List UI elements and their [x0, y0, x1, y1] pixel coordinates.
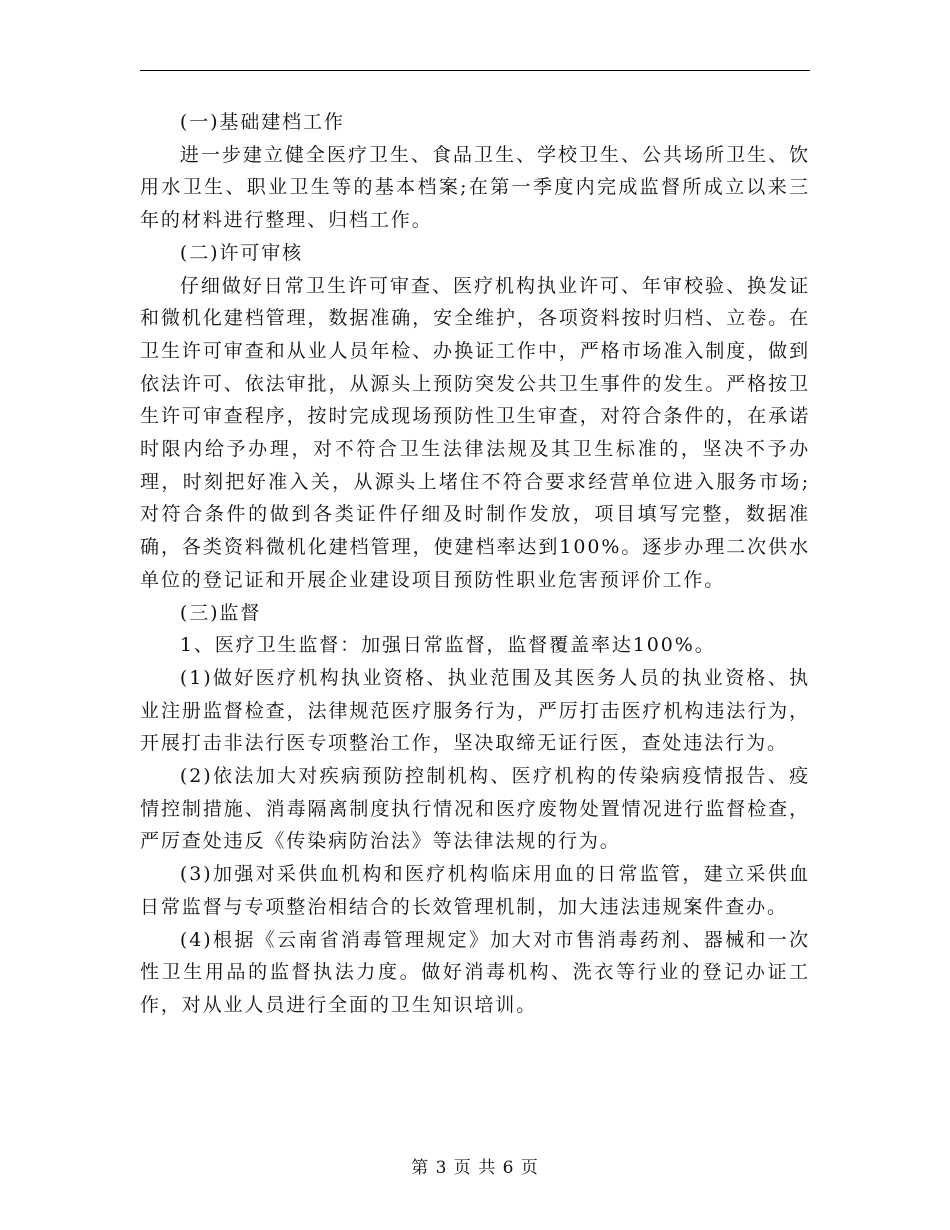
paragraph-item-2: (2)依法加大对疾病预防控制机构、医疗机构的传染病疫情报告、疫情控制措施、消毒隔离制度执行情况和医疗废物处置情况进行监督检查，严厉查处违反《传染病防治法》等法律法规的行为。 [140, 765, 810, 853]
paragraph-item-3: (3)加强对采供血机构和医疗机构临床用血的日常监管，建立采供血日常监督与专项整治相结合的长效管理机制，加大违法违规案件查办。 [140, 863, 810, 918]
paragraph-medical-supervision: 1、医疗卫生监督：加强日常监督，监督覆盖率达100%。 [179, 634, 716, 657]
document-body [140, 106, 810, 1022]
section-heading-supervision: (三)监督 [179, 601, 262, 624]
paragraph-item-1: (1)做好医疗机构执业资格、执业范围及其医务人员的执业资格、执业注册监督检查，法律规范医疗服务行为，严厉打击医疗机构违法行为，开展打击非法行医专项整治工作，坚决取缔无证行医，查处违法行为。 [140, 666, 810, 755]
paragraph-item-4: (4)根据《云南省消毒管理规定》加大对市售消毒药剂、器械和一次性卫生用品的监督执法力度。做好消毒机构、洗衣等行业的登记办证工作，对从业人员进行全面的卫生知识培训。 [140, 928, 810, 1016]
section-heading-archiving: (一)基础建档工作 [179, 111, 345, 133]
page-number: 第 3 页 共 6 页 [411, 1158, 539, 1178]
paragraph-archiving: 进一步建立健全医疗卫生、食品卫生、学校卫生、公共场所卫生、饮用水卫生、职业卫生等的基本档案;在第一季度内完成监督所成立以来三年的材料进行整理、归档工作。 [140, 143, 810, 232]
header-rule [140, 70, 810, 71]
section-heading-licensing: (二)许可审核 [179, 241, 304, 264]
paragraph-licensing: 仔细做好日常卫生许可审查、医疗机构执业许可、年审校验、换发证和微机化建档管理，数据准确，安全维护，各项资料按时归档、立卷。在卫生许可审查和从业人员年检、办换证工作中，严格市场准入制度，做到依法许可、依法审批，从源头上预防突发公共卫生事件的发生。严格按卫生许可审查程序，按时完成现场预防性卫生审查，对符合条件的，在承诺时限内给予办理，对不符合卫生法律法规及其卫生标准的，坚决不予办理，时刻把好准入关，从源头上堵住不符合要求经营单位进入服务市场;对符合条件的做到各类证件仔细及时制作发放，项目填写完整，数据准确，各类资料微机化建档管理，使建档率达到100%。逐步办理二次供水单位的登记证和开展企业建设项目预防性职业危害预评价工作。 [140, 274, 810, 591]
